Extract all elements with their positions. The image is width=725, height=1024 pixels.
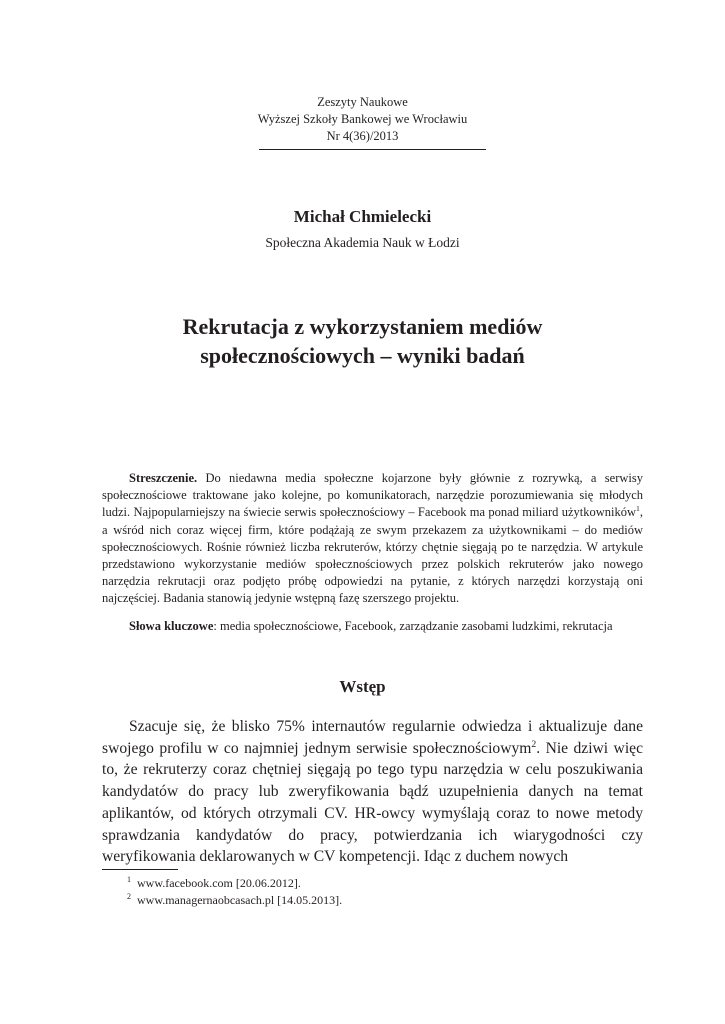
article-title-line-1: Rekrutacja z wykorzystaniem mediów: [182, 314, 543, 339]
header-divider: [259, 149, 486, 150]
keywords-label: Słowa kluczowe: [129, 618, 214, 633]
keywords-paragraph: [102, 618, 643, 635]
abstract: [102, 470, 643, 635]
abstract-label: Streszczenie.: [129, 471, 198, 485]
journal-issue: Nr 4(36)/2013: [326, 129, 399, 143]
abstract-text-part-1: Do niedawna media społeczne kojarzone były głównie z rozrywką, a serwisy społecznościowe traktowane jako kolejne, po komunikatorach, narzędzie porozumiewania się młodych ludzi. Najpopularniejszy na świecie serwis społecznościowy – Facebook ma ponad miliard użytkowników: [102, 471, 643, 520]
article-title: [0, 312, 725, 370]
footnote-1-text[interactable]: www.facebook.com [20.06.2012].: [137, 876, 301, 890]
footnote-1-number: 1: [127, 875, 131, 884]
article-title-line-2: społecznościowych – wyniki badań: [200, 343, 525, 368]
body-paragraph: [102, 716, 643, 868]
footnote-2-text[interactable]: www.managernaobcasach.pl [14.05.2013].: [137, 893, 343, 907]
journal-name: Zeszyty Naukowe: [317, 95, 408, 109]
body-text-part-1: Szacuje się, że blisko 75% internautów regularnie odwiedza i aktualizuje dane swojego profilu w co najmniej jednym serwisie społecznościowym: [102, 718, 643, 757]
author-affiliation: Społeczna Akademia Nauk w Łodzi: [265, 235, 460, 250]
journal-header: [0, 94, 725, 145]
footnote-2: [127, 892, 627, 909]
footnote-divider: [102, 869, 178, 870]
abstract-paragraph: [102, 470, 643, 608]
footnote-1: [127, 875, 627, 892]
keywords-text: : media społecznościowe, Facebook, zarządzanie zasobami ludzkimi, rekrutacja: [213, 618, 613, 633]
footnote-ref-1[interactable]: 1: [636, 504, 640, 514]
footnote-ref-2[interactable]: 2: [531, 738, 537, 750]
journal-publisher: Wyższej Szkoły Bankowej we Wrocławiu: [257, 112, 468, 126]
section-heading: Wstęp: [339, 677, 386, 696]
section-body: [102, 716, 643, 868]
body-text-part-2: . Nie dziwi więc to, że rekruterzy coraz chętniej sięgają po tego typu narzędzia w celu poszukiwania kandydatów do pracy lub zweryfikowania bądź uzupełnienia danych na temat aplikantów, od których otrzymali CV. HR-owcy wymyślają coraz to nowe metody sprawdzania kandydatów do pracy, potwierdzania ich wiarygodności czy weryfikowania deklarowanych w CV kompetencji. Idąc z duchem nowych: [102, 739, 643, 866]
abstract-text-part-2: , a wśród nich coraz więcej firm, które podążają ze swym przekazem za użytkownikami – do mediów społecznościowych. Rośnie również liczba rekruterów, którzy chętnie sięgają po te narzędzia. W artykule przedstawiono wykorzystanie mediów społecznościowych przez polskich rekruterów jako nowego narzędzia rekrutacji oraz podjęto próbę odpowiedzi na pytanie, z których narzędzi korzystają oni najczęściej. Badania stanowią jedynie wstępną fazę szerszego projektu.: [102, 505, 643, 606]
footnote-2-number: 2: [127, 892, 131, 901]
author-name: Michał Chmielecki: [293, 207, 432, 226]
footnotes: [127, 875, 627, 909]
